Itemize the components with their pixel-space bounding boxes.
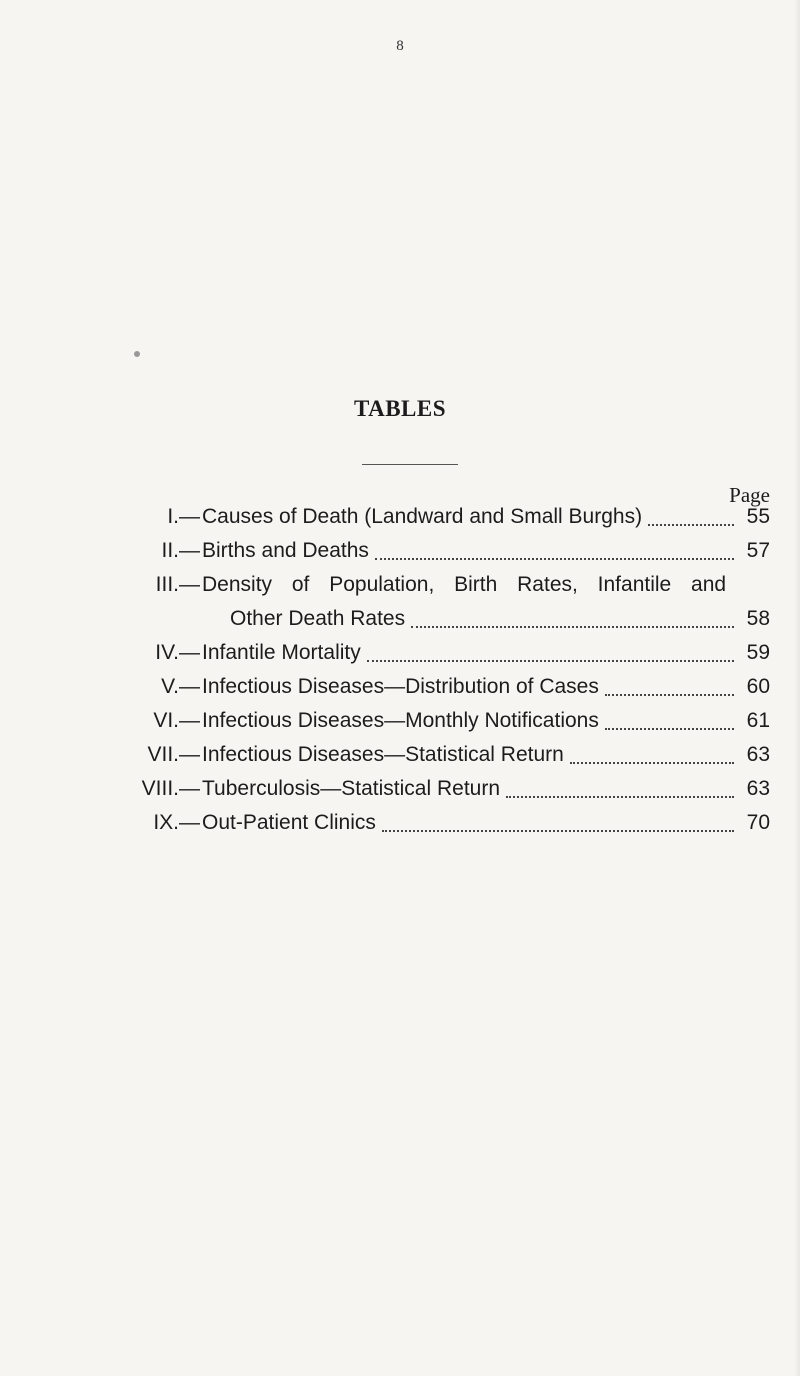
page-column-header: Page [729,483,770,507]
entry-page: 61 [746,709,770,732]
entry-label: Tuberculosis—Statistical Return [202,777,500,800]
entry-number: VIII.— [141,777,200,800]
entry-label-continuation: Other Death Rates [230,607,406,630]
entry-page: 57 [746,539,770,562]
toc-entry [110,670,770,704]
title-underline-divider [362,464,458,465]
entry-number: IV.— [155,641,200,664]
entry-page: 58 [746,607,770,630]
toc-entry-continuation [110,602,770,636]
toc-entry [110,500,770,534]
entry-page: 63 [746,777,770,800]
dot-leader [506,796,734,798]
page-number: 8 [396,38,404,54]
page-title: TABLES [353,396,447,421]
dot-leader [382,830,734,832]
entry-label: Births and Deaths [202,539,369,562]
dot-leader [570,762,734,764]
dot-leader [605,694,734,696]
entry-number: II.— [161,539,200,562]
toc-entry [110,738,770,772]
entry-label: Density of Population, Birth Rates, Infantile and [202,573,727,596]
entry-label: Infectious Diseases—Monthly Notifications [202,709,599,732]
toc-entry [110,772,770,806]
entry-number: VII.— [147,743,200,766]
entry-label: Out-Patient Clinics [202,811,376,834]
toc-entry [110,704,770,738]
stray-ink-mark [134,351,140,357]
table-of-contents [110,500,770,840]
entry-label: Infectious Diseases—Statistical Return [202,743,564,766]
toc-entry [110,806,770,840]
entry-page: 55 [746,505,770,528]
entry-page: 63 [746,743,770,766]
entry-label: Causes of Death (Landward and Small Burghs) [202,505,643,528]
entry-number: IX.— [153,811,200,834]
entry-number: VI.— [153,709,200,732]
dot-leader [648,524,734,526]
entry-label: Infantile Mortality [202,641,361,664]
entry-label: Infectious Diseases—Distribution of Cases [202,675,599,698]
dot-leader [367,660,734,662]
toc-entry [110,568,770,602]
dot-leader [605,728,734,730]
entry-number: III.— [155,573,200,596]
page-edge-shadow [794,0,800,1376]
dot-leader [411,626,734,628]
entry-page: 70 [746,811,770,834]
toc-entry [110,636,770,670]
entry-page: 60 [746,675,770,698]
entry-number: I.— [167,505,200,528]
entry-number: V.— [161,675,200,698]
entry-page: 59 [746,641,770,664]
toc-entry [110,534,770,568]
dot-leader [375,558,734,560]
